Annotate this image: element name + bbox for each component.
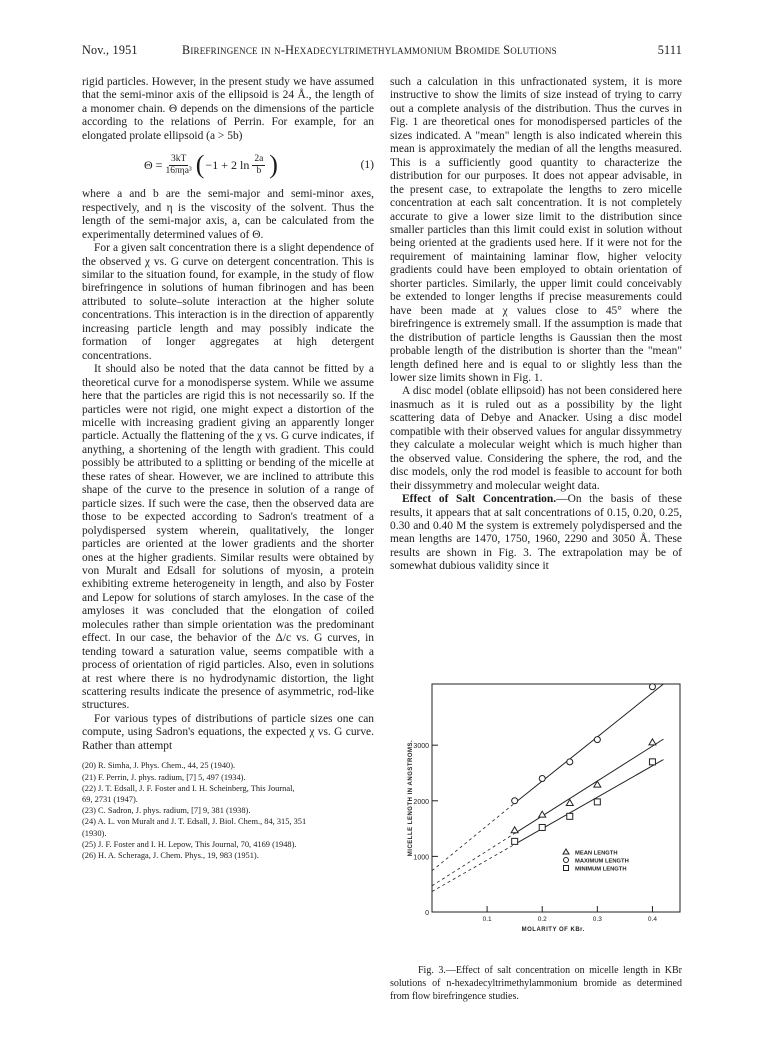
data-point-min [649,759,655,765]
legend-marker [563,849,569,854]
extrapolation-line-2 [432,844,515,891]
x-tick-label: 0.3 [592,916,602,923]
data-point-max [512,798,518,804]
legend-label: MEAN LENGTH [575,850,618,857]
references [82,760,374,861]
equation-fraction-2 [252,154,265,177]
paragraph: For a given salt concentration there is a slight dependence of the observed χ vs. G curve on detergent concentration. This is similar to the situation found, for example, in the study of flow birefringence in solutions of human fibrinogen and has been attributed to solute–solute interaction at the higher solute concentrations. This interaction is in the direction of apparently increasing particle length and may possibly indicate the formation of longer aggregates at high detergent concentrations. [82,242,374,362]
equation-1: Θ = $\frac{3kT}{\text{16πηa³}}$ ( −1 + 2 ln $\frac{2a}{b}$ ) (1) [144,150,374,180]
legend-marker [564,866,569,871]
x-axis-label: MOLARITY OF KBr. [521,927,585,933]
fit-line-2 [515,760,664,845]
x-tick-label: 0.4 [647,916,657,923]
reference: (23) C. Sadron, J. phys. radium, [7] 9, 381 (1938). [82,806,251,816]
reference: 69, 2731 (1947). [82,794,138,804]
legend-label: MAXIMUM LENGTH [575,858,629,865]
paragraph: A disc model (oblate ellipsoid) has not been considered here inasmuch as it is ruled out as a possibility by the light scattering data of Debye and Anacker. Using a disc model compatible with their observed values for angular dissymmetry they calculate a molecular weight which is much higher than the observed value. Considering the sphere, the rod, and the disc models, only the rod model is feasible to account for both their dissymmetry and molecular weight data. [390,385,682,492]
paragraph: rigid particles. However, in the present study we have assumed that the semi-minor axis of the ellipsoid is 24 Å., the length of a monomer chain. Θ depends on the dimensions of the particle according to the relations of Perrin. For example, for an elongated prolate ellipsoid (a > 5b) [82,76,374,142]
y-tick-label: 1000 [413,854,429,862]
figure-3-chart [390,676,682,961]
reference: (24) A. L. von Muralt and J. T. Edsall, J. Biol. Chem., 84, 315, 351 [82,817,307,827]
equation-number: (1) [360,158,374,171]
x-tick-label: 0.2 [537,916,547,923]
legend-label: MINIMUM LENGTH [575,866,627,873]
reference: (21) F. Perrin, J. phys. radium, [7] 5, 497 (1934). [82,772,246,782]
header-date: Nov., 1951 [82,43,138,57]
data-point-min [594,799,600,805]
data-point-min [512,838,518,844]
data-point-min [539,824,545,830]
data-point-min [567,813,573,819]
fit-line-1 [515,739,664,833]
data-point-mean [511,827,518,833]
paragraph: where a and b are the semi-major and semi-minor axes, respectively, and η is the viscosity of the solvent. Thus the length of the semi-major axis, a, can be calculated from the experimentally determined values of Θ. [82,188,374,241]
paragraph: For various types of distributions of particle sizes one can compute, using Sadron's equations, the expected χ vs. G curve. Rather than attempt [82,712,374,752]
reference: (26) H. A. Scheraga, J. Chem. Phys., 19, 983 (1951). [82,850,259,860]
extrapolation-line-1 [432,833,515,885]
reference: (25) J. F. Foster and I. H. Lepow, This Journal, 70, 4169 (1948). [82,839,297,849]
page-number: 5111 [657,43,682,57]
reference: (1930). [82,828,107,838]
header-title: Birefringence in n-Hexadecyltrimethylammonium Bromide Solutions [182,43,557,57]
right-column [390,76,682,574]
equation-lhs: Θ = [144,157,163,172]
figure-caption [390,964,682,1003]
equation-denominator: 16πηa³ [165,165,192,176]
plot-frame [432,684,680,912]
paragraph: such a calculation in this unfractionated system, it is more instructive to show the limits of size instead of trying to carry out a complete analysis of the distribution. Thus the curves in Fig. 1 are theoretical ones for monodispersed particles of the sizes indicated. A "mean" length is also indicated wherein this mean is approximately the median of all the lengths measured. This is a sufficiently good quantity to characterize the distribution for our purposes. It does not appear advisable, in the present case, to extrapolate the lengths to zero micelle concentration at each salt concentration. It is not completely accurate to give a lower size limit to the distribution since smaller particles than this limit could exist in solution without being oriented at the gradients used here. If it were not for the requirement of maintaining laminar flow, higher velocity gradients could have been employed to obtain orientation of shorter particles. Similarly, the upper limit could conceivably be extended to longer lengths if precise measurements could have been made at χ values close to 45° where the birefringence is extremely small. If the assumption is made that the distribution of particle lengths is Gaussian then the most probable length of the distribution is shorter than the "mean" length defined here and is equal to or slightly less than the lower size limits shown in Fig. 1. [390,76,682,384]
reference: (22) J. T. Edsall, J. F. Foster and I. H. Scheinberg, This Journal, [82,783,295,793]
equation-fraction [165,154,191,177]
y-axis-label: MICELLE LENGTH IN ANGSTROMS. [408,739,414,857]
data-point-max [539,776,545,782]
data-point-max [567,759,573,765]
caption-text: Fig. 3.—Effect of salt concentration on micelle length in KBr solutions of n-hexadecyltrimethylammonium bromide as determined from flow birefringence studies. [390,965,682,1002]
section-heading: Effect of Salt Concentration. [402,493,557,506]
equation-denominator-2: b [256,165,262,176]
y-tick-label: 3000 [413,743,429,751]
paragraph: It should also be noted that the data cannot be fitted by a theoretical curve for a monodisperse system. While we assume here that the particles are rigid this is not necessarily so. If the particles were not rigid, one might expect a distortion of the micelle with increasing gradient giving an apparently longer particle. Actually the flattening of the χ vs. G curve indicates, if anything, a shortening of the length with gradient. This could possibly be attributed to a splitting or bending of the micelle at these rates of shear. However, we are inclined to attribute this shape of the curve to the presence in solution of a range of particle sizes. If such were the case, then the observed data are those to be expected according to Sadron's treatment of a polydispersed system wherein, qualitatively, the longer particles are oriented at the lower gradients and the shorter ones at the higher gradients. Similar results were obtained by von Muralt and Edsall for solutions of myosin, a protein exhibiting extreme heterogeneity in length, and also by Foster and Lepow for solutions of starch amyloses. In the case of the amyloses it was concluded that the elongation of coiled molecules rather than simple orientation was the predominant effect. In our case, the behavior of the Δ/c vs. G curves, in tending toward a saturation value, seems compatible with a process of orientation of rigid particles. Also, even in solutions at rest where there is no hydrodynamic distortion, the light scattering results indicate the presence of asymmetric, rod-like structures. [82,363,374,712]
running-header [82,43,682,59]
data-point-mean [649,739,656,745]
fit-line-0 [515,684,664,803]
equation-numerator: 3kT [170,153,187,164]
y-tick-label: 2000 [413,798,429,806]
reference: (20) R. Simha, J. Phys. Chem., 44, 25 (1940). [82,761,236,771]
equation-inner: −1 + 2 ln [205,157,250,172]
x-tick-label: 0.1 [482,916,492,923]
legend-marker [564,858,569,863]
equation-numerator-2: 2a [254,153,264,164]
paragraph [390,493,682,574]
data-point-max [594,737,600,743]
left-column [82,76,374,861]
data-point-max [649,684,655,690]
paragraph-text: —On the basis of these results, it appears that at salt concentrations of 0.15, 0.20, 0.25, 0.30 and 0.40 M the system is extremely polydispersed and the mean lengths are 1470, 1750, 1960, 2290 and 3050 Å. These results are shown in Fig. 3. The extrapolation may be of somewhat dubious validity since it [390,493,682,573]
extrapolation-line-0 [432,803,515,871]
y-tick-label: 0 [425,910,429,917]
